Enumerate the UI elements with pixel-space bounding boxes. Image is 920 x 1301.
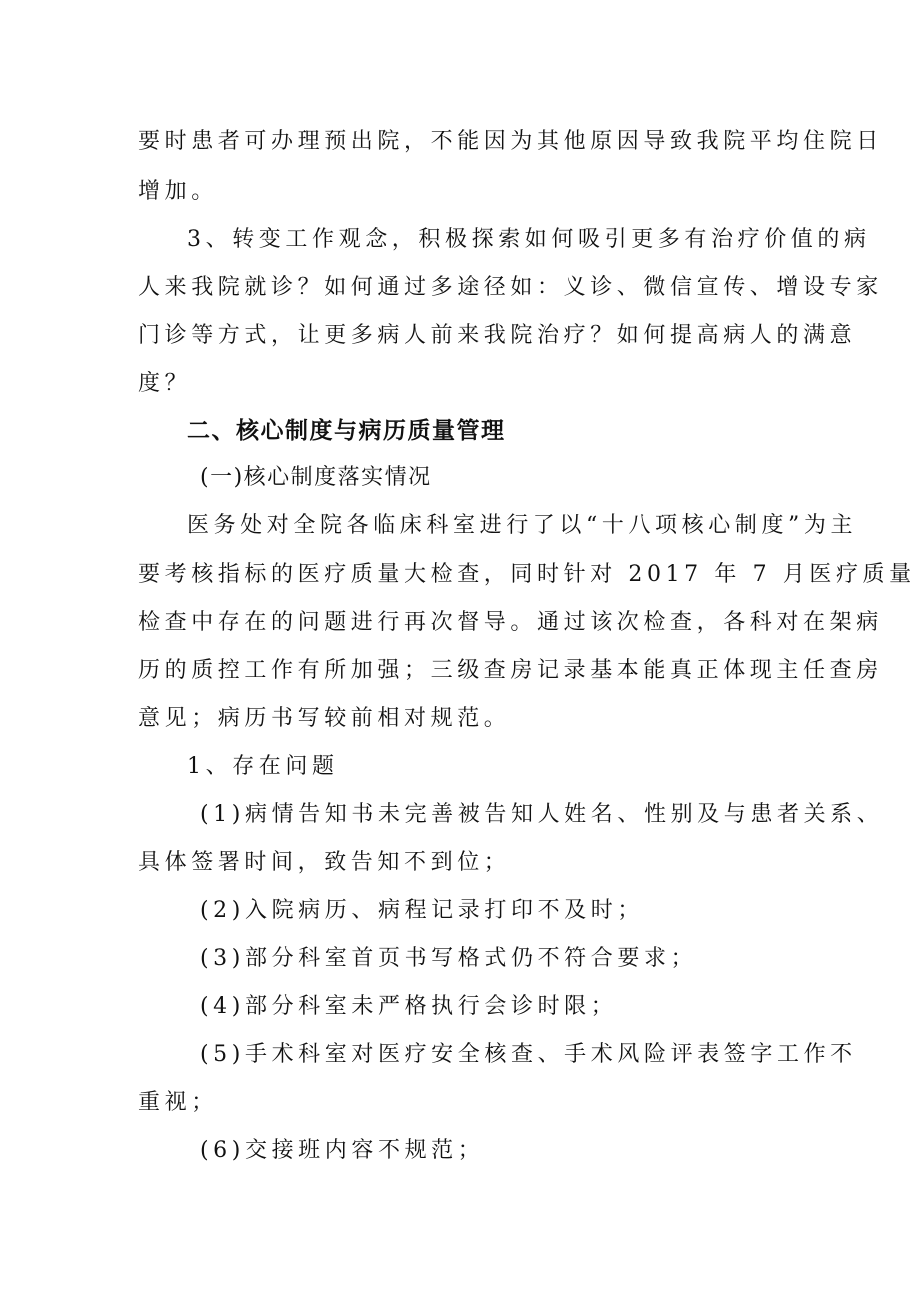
paragraph-line: 门诊等方式，让更多病人前来我院治疗？如何提高病人的满意 — [138, 323, 857, 348]
issue-item-continuation: 具体签署时间，致告知不到位； — [138, 850, 511, 875]
paragraph-line: 意见；病历书写较前相对规范。 — [138, 706, 511, 731]
issue-item: (4)部分科室未严格执行会诊时限； — [200, 994, 618, 1019]
issue-item: (6)交接班内容不规范； — [200, 1138, 485, 1163]
paragraph-line: 历的质控工作有所加强；三级查房记录基本能真正体现主任查房 — [138, 658, 883, 683]
section-heading: 二、核心制度与病历质量管理 — [187, 418, 506, 444]
paragraph-line: 医务处对全院各临床科室进行了以“十八项核心制度”为主 — [187, 513, 858, 538]
issue-item: (1)病情告知书未完善被告知人姓名、性别及与患者关系、 — [200, 802, 884, 827]
issue-item: (2)入院病历、病程记录打印不及时； — [200, 898, 644, 923]
paragraph-line: 3、转变工作观念，积极探索如何吸引更多有治疗价值的病 — [187, 227, 871, 252]
subsection-heading: (一)核心制度落实情况 — [200, 465, 432, 490]
paragraph-line: 增加。 — [138, 179, 218, 204]
issue-item: (5)手术科室对医疗安全核查、手术风险评表签字工作不 — [200, 1042, 857, 1067]
paragraph-line: 人来我院就诊？如何通过多途径如：义诊、微信宣传、增设专家 — [138, 275, 883, 300]
issue-item-continuation: 重视； — [138, 1090, 218, 1115]
paragraph-line: 检查中存在的问题进行再次督导。通过该次检查，各科对在架病 — [138, 610, 883, 635]
issue-item: (3)部分科室首页书写格式仍不符合要求； — [200, 946, 698, 971]
paragraph-line: 要时患者可办理预出院，不能因为其他原因导致我院平均住院日 — [138, 129, 883, 154]
paragraph-line: 要考核指标的医疗质量大检查，同时针对 2017 年 7 月医疗质量 — [138, 562, 916, 587]
paragraph-line: 度？ — [138, 371, 192, 396]
issues-heading: 1、存在问题 — [187, 754, 339, 779]
